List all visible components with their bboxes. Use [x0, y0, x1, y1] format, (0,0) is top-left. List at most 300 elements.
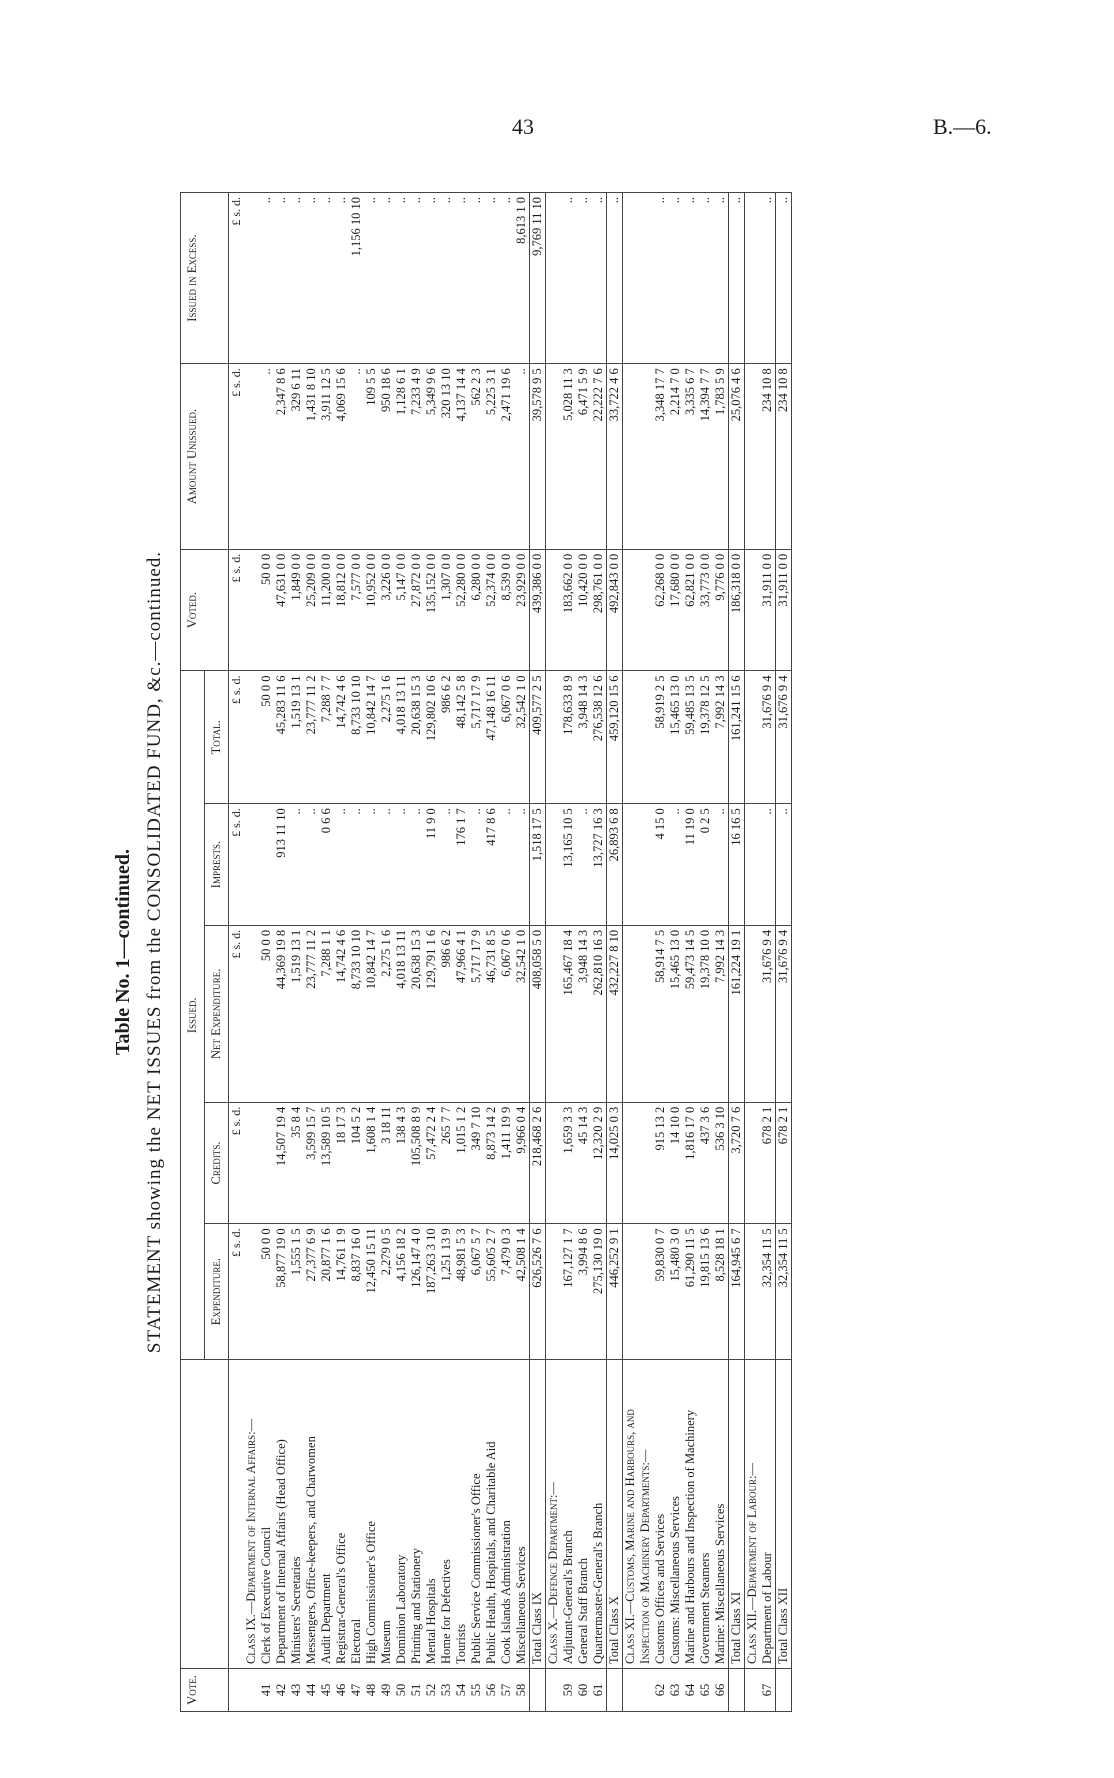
- cell-exp: 58,877 19 0: [274, 1224, 289, 1360]
- cell-voted: 10,952 0 0: [364, 549, 379, 671]
- cell-imp: [546, 804, 562, 926]
- cell-imp: 11 19 0: [683, 804, 698, 926]
- cell-unis: 4,137 14 4: [454, 364, 469, 550]
- cell-imp: 1,518 17 5: [530, 804, 546, 926]
- cell-exc: ..: [289, 193, 304, 364]
- cell-vote: 67: [760, 1669, 776, 1712]
- cell-unis: 2,347 8 6: [274, 364, 289, 550]
- cell-cred: 1,411 19 9: [499, 1102, 514, 1224]
- cell-exc: ..: [607, 193, 623, 364]
- cell-cred: 1,816 17 0: [683, 1102, 698, 1224]
- table-row: [439, 193, 454, 1712]
- cell-unis: ..: [349, 364, 364, 550]
- cell-exc: ..: [439, 193, 454, 364]
- cell-net: 15,465 13 0: [668, 925, 683, 1102]
- cell-voted: 8,539 0 0: [499, 549, 514, 671]
- cell-desc: Ministers' Secretaries: [289, 1360, 304, 1669]
- cell-net: 986 6 2: [439, 925, 454, 1102]
- cell-desc: Messengers, Office-keepers, and Charwomen: [304, 1360, 319, 1669]
- cell-desc: High Commissioner's Office: [364, 1360, 379, 1669]
- cell-exp: 7,479 0 3: [499, 1224, 514, 1360]
- cell-desc: Customs: Miscellaneous Services: [668, 1360, 683, 1669]
- table-row: [424, 193, 439, 1712]
- cell-desc: Total Class XII: [776, 1360, 792, 1669]
- cell-unis: 109 5 5: [364, 364, 379, 550]
- cell-voted: 52,374 0 0: [484, 549, 499, 671]
- cell-imp: 13,165 10 5: [561, 804, 576, 926]
- cell-desc: Museum: [379, 1360, 394, 1669]
- cell-tot: 986 6 2: [439, 671, 454, 804]
- cell-exc: ..: [653, 193, 668, 364]
- cell-cred: [745, 1102, 761, 1224]
- cell-net: 31,676 9 4: [776, 925, 792, 1102]
- cell-imp: 4 15 0: [653, 804, 668, 926]
- cell-unis: 14,394 7 7: [698, 364, 713, 550]
- cell-exc: ..: [304, 193, 319, 364]
- cell-cred: [623, 1102, 654, 1224]
- cell-exp: 20,877 1 6: [319, 1224, 334, 1360]
- cell-imp: ..: [514, 804, 530, 926]
- cell-vote: 54: [454, 1669, 469, 1712]
- cell-voted: 11,200 0 0: [319, 549, 334, 671]
- header-imprests: Imprests.: [205, 804, 229, 926]
- cell-imp: ..: [776, 804, 792, 926]
- cell-vote: 49: [379, 1669, 394, 1712]
- cell-exc: ..: [776, 193, 792, 364]
- cell-vote: 45: [319, 1669, 334, 1712]
- cell-cred: 3 18 11: [379, 1102, 394, 1224]
- cell-vote: [623, 1669, 654, 1712]
- cell-unis: 25,076 4 6: [729, 364, 745, 550]
- cell-desc: Electoral: [349, 1360, 364, 1669]
- cell-imp: ..: [289, 804, 304, 926]
- cell-voted: 47,631 0 0: [274, 549, 289, 671]
- cell-imp: ..: [304, 804, 319, 926]
- table-row: [683, 193, 698, 1712]
- cell-unis: 320 13 10: [439, 364, 454, 550]
- cell-net: 262,810 16 3: [591, 925, 607, 1102]
- cell-voted: 1,307 0 0: [439, 549, 454, 671]
- cell-unis: 562 2 3: [469, 364, 484, 550]
- cell-net: 5,717 17 9: [469, 925, 484, 1102]
- cell-vote: 43: [289, 1669, 304, 1712]
- cell-exc: ..: [561, 193, 576, 364]
- cell-exc: ..: [409, 193, 424, 364]
- cell-cred: 57,472 2 4: [424, 1102, 439, 1224]
- cell-voted: 439,386 0 0: [530, 549, 546, 671]
- cell-exp: 61,290 11 5: [683, 1224, 698, 1360]
- class-total-row: [729, 193, 745, 1712]
- cell-voted: 1,849 0 0: [289, 549, 304, 671]
- cell-cred: 265 7 7: [439, 1102, 454, 1224]
- cell-tot: 47,148 16 11: [484, 671, 499, 804]
- cell-voted: 25,209 0 0: [304, 549, 319, 671]
- class-total-row: [607, 193, 623, 1712]
- cell-tot: [244, 671, 259, 804]
- cell-voted: 298,761 0 0: [591, 549, 607, 671]
- cell-tot: 48,142 5 8: [454, 671, 469, 804]
- cell-voted: 27,872 0 0: [409, 549, 424, 671]
- cell-vote: 60: [576, 1669, 591, 1712]
- cell-tot: 59,485 13 5: [683, 671, 698, 804]
- class-heading-row: [745, 193, 761, 1712]
- unit-label: £ s. d.: [229, 1224, 245, 1360]
- cell-vote: [530, 1669, 546, 1712]
- cell-tot: 10,842 14 7: [364, 671, 379, 804]
- cell-imp: ..: [760, 804, 776, 926]
- cell-imp: 26,893 6 8: [607, 804, 623, 926]
- header-net-expenditure: Net Expenditure.: [205, 925, 229, 1102]
- cell-desc: Miscellaneous Services: [514, 1360, 530, 1669]
- cell-vote: 42: [274, 1669, 289, 1712]
- cell-voted: [745, 549, 761, 671]
- cell-exp: 2,279 0 5: [379, 1224, 394, 1360]
- cell-net: 47,966 4 1: [454, 925, 469, 1102]
- cell-net: 44,369 19 8: [274, 925, 289, 1102]
- cell-unis: ..: [259, 364, 274, 550]
- cell-vote: [776, 1669, 792, 1712]
- cell-imp: ..: [576, 804, 591, 926]
- cell-exc: [244, 193, 259, 364]
- cell-voted: [623, 549, 654, 671]
- cell-exc: [745, 193, 761, 364]
- unit-label: £ s. d.: [229, 364, 245, 550]
- cell-tot: 129,802 10 6: [424, 671, 439, 804]
- cell-vote: 51: [409, 1669, 424, 1712]
- cell-tot: 31,676 9 4: [760, 671, 776, 804]
- cell-voted: 62,268 0 0: [653, 549, 668, 671]
- cell-cred: 8,873 14 2: [484, 1102, 499, 1224]
- cell-cred: 14,507 19 4: [274, 1102, 289, 1224]
- cell-cred: 1,659 3 3: [561, 1102, 576, 1224]
- cell-imp: 13,727 16 3: [591, 804, 607, 926]
- table-row: [576, 193, 591, 1712]
- cell-unis: 3,911 12 5: [319, 364, 334, 550]
- cell-exp: 275,130 19 0: [591, 1224, 607, 1360]
- unit-label: £ s. d.: [229, 804, 245, 926]
- cell-net: 432,227 8 10: [607, 925, 623, 1102]
- cell-imp: ..: [364, 804, 379, 926]
- table-row: [469, 193, 484, 1712]
- table-row: [514, 193, 530, 1712]
- cell-tot: 15,465 13 0: [668, 671, 683, 804]
- cell-imp: [244, 804, 259, 926]
- cell-tot: 178,633 8 9: [561, 671, 576, 804]
- cell-exc: [546, 193, 562, 364]
- cell-voted: [244, 549, 259, 671]
- cell-desc: Dominion Laboratory: [394, 1360, 409, 1669]
- cell-voted: 10,420 0 0: [576, 549, 591, 671]
- cell-exp: 32,354 11 5: [760, 1224, 776, 1360]
- header-expenditure: Expenditure.: [205, 1224, 229, 1360]
- cell-unis: ..: [514, 364, 530, 550]
- cell-exp: [623, 1224, 654, 1360]
- cell-tot: 459,120 15 6: [607, 671, 623, 804]
- cell-cred: [546, 1102, 562, 1224]
- table-row: [653, 193, 668, 1712]
- cell-net: 3,948 14 3: [576, 925, 591, 1102]
- cell-exp: 42,508 1 4: [514, 1224, 530, 1360]
- table-row: [698, 193, 713, 1712]
- cell-unis: 39,578 9 5: [530, 364, 546, 550]
- class-heading-row: [546, 193, 562, 1712]
- cell-exp: 446,252 9 1: [607, 1224, 623, 1360]
- cell-unis: [623, 364, 654, 550]
- table-row: [713, 193, 729, 1712]
- units-row: [229, 193, 245, 1712]
- cell-unis: 4,069 15 6: [334, 364, 349, 550]
- cell-exc: ..: [576, 193, 591, 364]
- cell-imp: ..: [499, 804, 514, 926]
- cell-unis: 3,348 17 7: [653, 364, 668, 550]
- cell-desc: Clerk of Executive Council: [259, 1360, 274, 1669]
- cell-tot: 3,948 14 3: [576, 671, 591, 804]
- cell-imp: ..: [394, 804, 409, 926]
- cell-exc: ..: [499, 193, 514, 364]
- cell-exc: ..: [683, 193, 698, 364]
- cell-net: 8,733 10 10: [349, 925, 364, 1102]
- cell-vote: [729, 1669, 745, 1712]
- cell-voted: 7,577 0 0: [349, 549, 364, 671]
- cell-cred: [259, 1102, 274, 1224]
- cell-unis: 5,028 11 3: [561, 364, 576, 550]
- cell-unis: 5,225 3 1: [484, 364, 499, 550]
- cell-exc: ..: [319, 193, 334, 364]
- cell-vote: 41: [259, 1669, 274, 1712]
- cell-net: 59,473 14 5: [683, 925, 698, 1102]
- cell-tot: 19,378 12 5: [698, 671, 713, 804]
- cell-voted: 183,662 0 0: [561, 549, 576, 671]
- cell-vote: 47: [349, 1669, 364, 1712]
- unit-label: £ s. d.: [229, 549, 245, 671]
- cell-desc: Customs Offices and Services: [653, 1360, 668, 1669]
- cell-tot: 14,742 4 6: [334, 671, 349, 804]
- cell-desc: General Staff Branch: [576, 1360, 591, 1669]
- header-voted: Voted.: [181, 549, 229, 671]
- cell-cred: 35 8 4: [289, 1102, 304, 1224]
- cell-exp: 626,526 7 6: [530, 1224, 546, 1360]
- cell-desc: Class X.—Defence Department:—: [546, 1360, 562, 1669]
- cell-desc: Marine: Miscellaneous Services: [713, 1360, 729, 1669]
- cell-voted: 52,280 0 0: [454, 549, 469, 671]
- cell-imp: ..: [409, 804, 424, 926]
- table-row: [289, 193, 304, 1712]
- cell-vote: 57: [499, 1669, 514, 1712]
- cell-tot: 2,275 1 6: [379, 671, 394, 804]
- cell-net: 129,791 1 6: [424, 925, 439, 1102]
- document-reference: B.—6.: [933, 114, 992, 139]
- table-row: [484, 193, 499, 1712]
- cell-net: [244, 925, 259, 1102]
- cell-tot: 32,542 1 0: [514, 671, 530, 804]
- cell-voted: 135,152 0 0: [424, 549, 439, 671]
- cell-imp: ..: [469, 804, 484, 926]
- cell-exp: 6,067 5 7: [469, 1224, 484, 1360]
- cell-vote: 65: [698, 1669, 713, 1712]
- cell-unis: 2,214 7 0: [668, 364, 683, 550]
- table-row: [364, 193, 379, 1712]
- table-row: [259, 193, 274, 1712]
- cell-unis: [546, 364, 562, 550]
- cell-exp: [244, 1224, 259, 1360]
- cell-net: 31,676 9 4: [760, 925, 776, 1102]
- table-title: Table No. 1—continued.: [112, 849, 134, 1055]
- cell-desc: Audit Department: [319, 1360, 334, 1669]
- cell-exp: 167,127 1 7: [561, 1224, 576, 1360]
- cell-cred: 104 5 2: [349, 1102, 364, 1224]
- cell-unis: 6,471 5 9: [576, 364, 591, 550]
- cell-net: 7,992 14 3: [713, 925, 729, 1102]
- cell-exc: ..: [668, 193, 683, 364]
- cell-desc: Public Service Commissioner's Office: [469, 1360, 484, 1669]
- cell-cred: 12,320 2 9: [591, 1102, 607, 1224]
- table-row: [319, 193, 334, 1712]
- cell-tot: 4,018 13 11: [394, 671, 409, 804]
- cell-desc: Class XII.—Department of Labour:—: [745, 1360, 761, 1669]
- cell-desc: Class IX.—Department of Internal Affairs:—: [244, 1360, 259, 1669]
- cell-voted: 50 0 0: [259, 549, 274, 671]
- cell-exp: 8,837 16 0: [349, 1224, 364, 1360]
- cell-tot: 7,288 7 7: [319, 671, 334, 804]
- cell-unis: 22,222 7 6: [591, 364, 607, 550]
- cell-desc: Adjutant-General's Branch: [561, 1360, 576, 1669]
- cell-vote: [745, 1669, 761, 1712]
- table-row: [379, 193, 394, 1712]
- cell-exc: ..: [729, 193, 745, 364]
- cell-imp: 11 9 0: [424, 804, 439, 926]
- cell-unis: 33,722 4 6: [607, 364, 623, 550]
- cell-vote: [546, 1669, 562, 1712]
- cell-imp: [259, 804, 274, 926]
- cell-desc: Government Steamers: [698, 1360, 713, 1669]
- cell-net: 19,378 10 0: [698, 925, 713, 1102]
- cell-unis: 5,349 9 6: [424, 364, 439, 550]
- cell-exp: 48,981 5 3: [454, 1224, 469, 1360]
- cell-exc: ..: [484, 193, 499, 364]
- cell-vote: 63: [668, 1669, 683, 1712]
- cell-exp: 1,251 13 9: [439, 1224, 454, 1360]
- cell-desc: Department of Labour: [760, 1360, 776, 1669]
- page-number: 43: [512, 114, 534, 139]
- cell-cred: 14,025 0 3: [607, 1102, 623, 1224]
- header-vote: Vote.: [181, 1669, 229, 1712]
- cell-exc: 1,156 10 10: [349, 193, 364, 364]
- unit-label: £ s. d.: [229, 1102, 245, 1224]
- header-total: Total.: [205, 671, 229, 804]
- cell-voted: 5,147 0 0: [394, 549, 409, 671]
- cell-desc: Class XI.—Customs, Marine and Harbours, and Inspection of Machinery Departments:—: [623, 1360, 654, 1669]
- cell-imp: ..: [334, 804, 349, 926]
- table-row: [349, 193, 364, 1712]
- cell-exc: ..: [469, 193, 484, 364]
- class-heading-row: [244, 193, 259, 1712]
- cell-exp: [546, 1224, 562, 1360]
- cell-net: 32,542 1 0: [514, 925, 530, 1102]
- cell-net: 165,467 18 4: [561, 925, 576, 1102]
- cell-net: [623, 925, 654, 1102]
- cell-desc: Quartermaster-General's Branch: [591, 1360, 607, 1669]
- cell-exc: ..: [334, 193, 349, 364]
- cell-exp: 3,994 8 6: [576, 1224, 591, 1360]
- cell-unis: 234 10 8: [760, 364, 776, 550]
- cell-tot: [745, 671, 761, 804]
- cell-exp: 164,945 6 7: [729, 1224, 745, 1360]
- unit-label: £ s. d.: [229, 671, 245, 804]
- cell-imp: ..: [439, 804, 454, 926]
- cell-desc: Registrar-General's Office: [334, 1360, 349, 1669]
- cell-tot: [546, 671, 562, 804]
- cell-exc: ..: [379, 193, 394, 364]
- header-credits: Credits.: [205, 1102, 229, 1224]
- cell-vote: 62: [653, 1669, 668, 1712]
- cell-cred: 678 2 1: [760, 1102, 776, 1224]
- header-amount-unissued: Amount Unissued.: [181, 364, 229, 550]
- cell-unis: 2,471 19 6: [499, 364, 514, 550]
- cell-exc: ..: [424, 193, 439, 364]
- cell-tot: 45,283 11 6: [274, 671, 289, 804]
- cell-cred: 1,015 1 2: [454, 1102, 469, 1224]
- table-row: [394, 193, 409, 1712]
- header-issued: Issued.: [181, 671, 205, 1360]
- cell-exp: 19,815 13 6: [698, 1224, 713, 1360]
- cell-tot: 58,919 2 5: [653, 671, 668, 804]
- cell-cred: 218,468 2 6: [530, 1102, 546, 1224]
- cell-exc: ..: [259, 193, 274, 364]
- cell-vote: 55: [469, 1669, 484, 1712]
- table-subtitle: STATEMENT showing the NET ISSUES from the CONSOLIDATED FUND, &c.—continued.: [144, 550, 165, 1354]
- cell-imp: 0 2 5: [698, 804, 713, 926]
- cell-net: 10,842 14 7: [364, 925, 379, 1102]
- cell-exc: 8,613 1 0: [514, 193, 530, 364]
- cell-exc: ..: [713, 193, 729, 364]
- cell-net: 7,288 1 1: [319, 925, 334, 1102]
- cell-unis: 3,335 6 7: [683, 364, 698, 550]
- cell-tot: 31,676 9 4: [776, 671, 792, 804]
- cell-unis: 7,233 4 9: [409, 364, 424, 550]
- cell-desc: Marine and Harbours and Inspection of Machinery: [683, 1360, 698, 1669]
- cell-unis: 1,128 6 1: [394, 364, 409, 550]
- cell-net: 4,018 13 11: [394, 925, 409, 1102]
- cell-cred: 678 2 1: [776, 1102, 792, 1224]
- cell-net: 50 0 0: [259, 925, 274, 1102]
- cell-exp: 4,156 18 2: [394, 1224, 409, 1360]
- cell-exc: ..: [394, 193, 409, 364]
- cell-exc: ..: [591, 193, 607, 364]
- cell-imp: ..: [379, 804, 394, 926]
- cell-exc: 9,769 11 10: [530, 193, 546, 364]
- cell-exp: 14,761 1 9: [334, 1224, 349, 1360]
- cell-imp: ..: [349, 804, 364, 926]
- cell-imp: [623, 804, 654, 926]
- cell-unis: [745, 364, 761, 550]
- cell-voted: 31,911 0 0: [776, 549, 792, 671]
- cell-unis: [244, 364, 259, 550]
- cell-unis: 950 18 6: [379, 364, 394, 550]
- cell-desc: Mental Hospitals: [424, 1360, 439, 1669]
- cell-voted: 18,812 0 0: [334, 549, 349, 671]
- cell-exc: ..: [760, 193, 776, 364]
- cell-desc: Total Class XI: [729, 1360, 745, 1669]
- cell-voted: 31,911 0 0: [760, 549, 776, 671]
- cell-exp: 8,528 18 1: [713, 1224, 729, 1360]
- cell-vote: 46: [334, 1669, 349, 1712]
- cell-cred: 45 14 3: [576, 1102, 591, 1224]
- table-row: [760, 193, 776, 1712]
- cell-tot: 23,777 11 2: [304, 671, 319, 804]
- cell-imp: ..: [713, 804, 729, 926]
- cell-desc: Cook Islands Administration: [499, 1360, 514, 1669]
- cell-imp: 0 6 6: [319, 804, 334, 926]
